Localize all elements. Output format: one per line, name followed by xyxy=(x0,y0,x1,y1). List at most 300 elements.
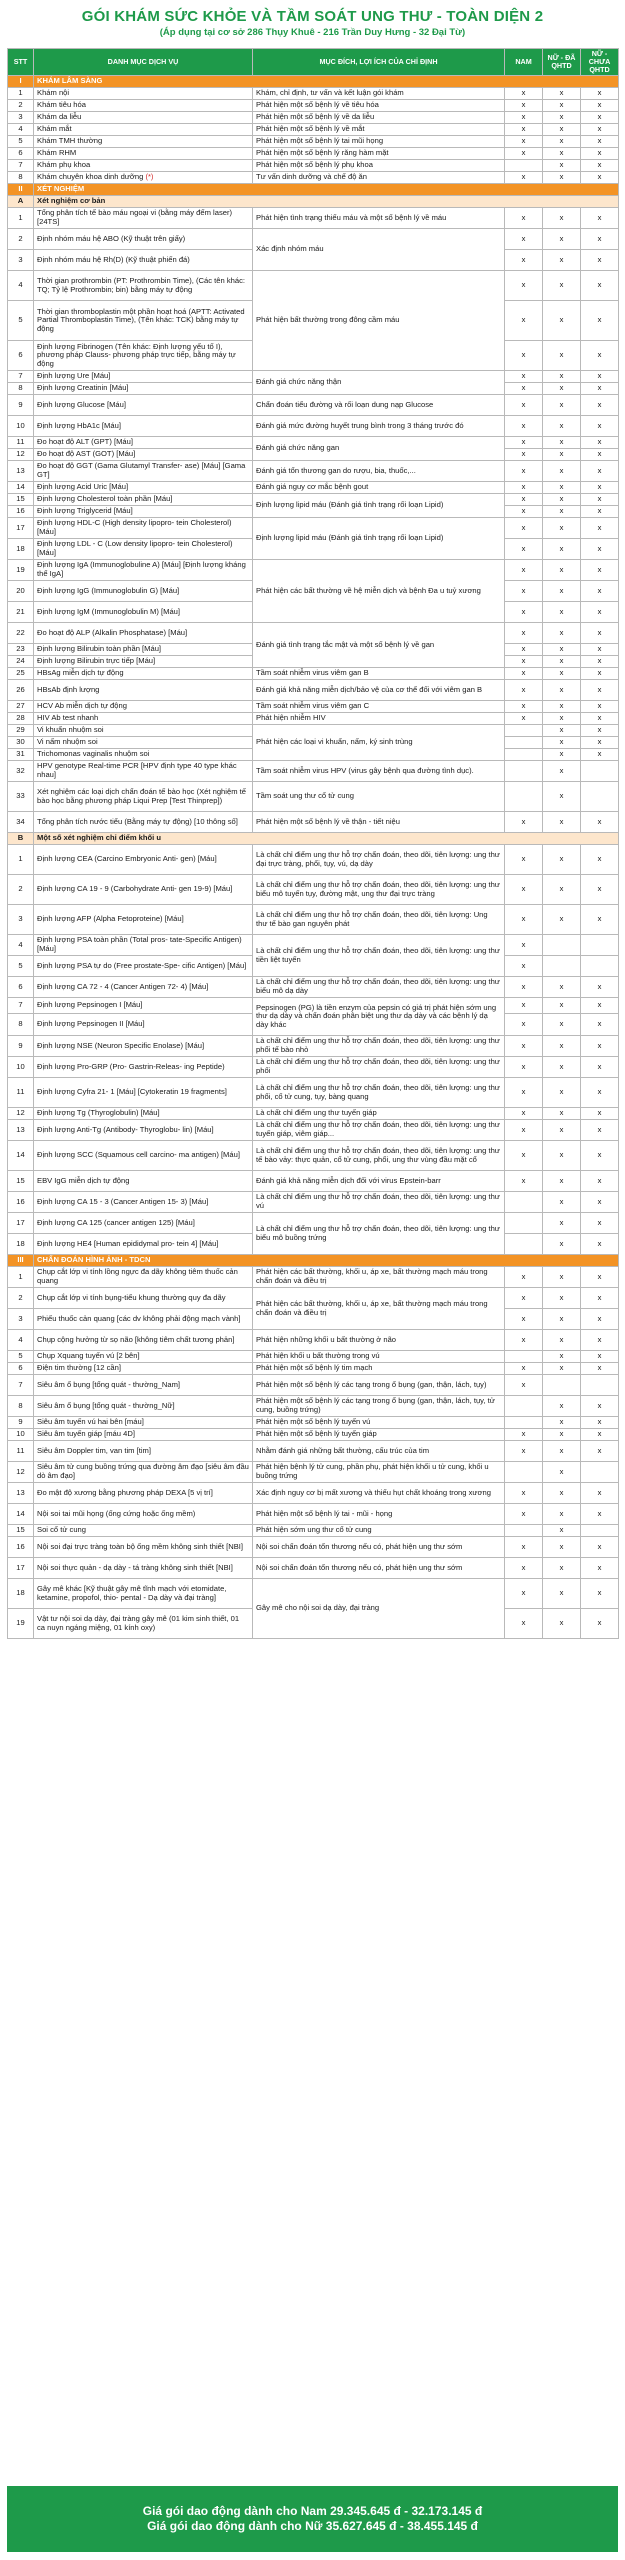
female-married-mark: x xyxy=(543,148,581,160)
female-married-mark: x xyxy=(543,1120,581,1141)
male-mark: x xyxy=(505,644,543,656)
female-single-mark: x xyxy=(581,749,619,761)
table-row xyxy=(8,1441,619,1462)
female-single-mark xyxy=(581,782,619,812)
purpose-cell: Tầm soát ung thư cổ tử cung xyxy=(253,782,505,812)
section-label: Xét nghiệm cơ bản xyxy=(34,196,619,208)
female-married-mark: x xyxy=(543,1396,581,1417)
female-married-mark: x xyxy=(543,1330,581,1351)
section-label: XÉT NGHIỆM xyxy=(34,184,619,196)
col-header-male: NAM xyxy=(505,49,543,76)
service-name: Nội soi đại trực tràng toàn bộ ống mềm không sinh thiết [NBI] xyxy=(37,1541,244,1551)
row-number: 18 xyxy=(8,1579,34,1609)
female-single-mark: x xyxy=(581,437,619,449)
row-number: 3 xyxy=(8,905,34,935)
section-label: Một số xét nghiệm chỉ điểm khối u xyxy=(34,833,619,845)
service-name: Đo hoạt độ GGT (Gama Glutamyl Transfer- ase) [Máu] [Gama GT] xyxy=(37,461,246,479)
purpose-cell: Phát hiện một số bệnh lý về tiêu hóa xyxy=(253,100,505,112)
service-name-cell xyxy=(34,1396,253,1417)
table-row xyxy=(8,1108,619,1120)
purpose-cell: Xác định nhóm máu xyxy=(253,229,505,271)
female-single-mark: x xyxy=(581,341,619,371)
service-name-cell xyxy=(34,1234,253,1255)
female-single-mark: x xyxy=(581,812,619,833)
subsection-header-row xyxy=(8,196,619,208)
purpose-cell: Tầm soát nhiễm virus HPV (virus gây bệnh qua đường tình dục). xyxy=(253,761,505,782)
table-row xyxy=(8,701,619,713)
service-name: Định nhóm máu hệ Rh(D) (Kỹ thuật phiến đá) xyxy=(37,254,190,264)
service-name-cell xyxy=(34,1483,253,1504)
section-number: III xyxy=(8,1255,34,1267)
male-mark: x xyxy=(505,1057,543,1078)
service-name: Nội soi thực quản - dạ dày - tá tràng không sinh thiết [NBI] xyxy=(37,1562,233,1572)
male-mark: x xyxy=(505,935,543,956)
table-row xyxy=(8,761,619,782)
service-name-cell xyxy=(34,602,253,623)
page-header xyxy=(0,0,625,48)
row-number: 4 xyxy=(8,935,34,956)
male-mark: x xyxy=(505,656,543,668)
female-single-mark: x xyxy=(581,383,619,395)
purpose-cell: Phát hiện một số bệnh lý răng hàm mặt xyxy=(253,148,505,160)
service-name-cell xyxy=(34,482,253,494)
row-number: 8 xyxy=(8,172,34,184)
service-name: EBV IgG miễn dịch tự động xyxy=(37,1175,130,1185)
purpose-cell: Phát hiện một số bệnh lý phụ khoa xyxy=(253,160,505,172)
service-name: Định nhóm máu hệ ABO (Kỹ thuật trên giấy) xyxy=(37,233,186,243)
female-single-mark: x xyxy=(581,623,619,644)
purpose-cell: Gây mê cho nội soi dạ dày, đại tràng xyxy=(253,1579,505,1639)
table-row xyxy=(8,1537,619,1558)
male-mark: x xyxy=(505,518,543,539)
service-name-cell xyxy=(34,581,253,602)
female-single-mark xyxy=(581,1462,619,1483)
row-number: 12 xyxy=(8,1108,34,1120)
section-number: II xyxy=(8,184,34,196)
female-single-mark: x xyxy=(581,1192,619,1213)
row-number: 7 xyxy=(8,160,34,172)
male-mark: x xyxy=(505,1288,543,1309)
female-single-mark: x xyxy=(581,539,619,560)
section-number: I xyxy=(8,76,34,88)
row-number: 14 xyxy=(8,482,34,494)
service-name: Định lượng IgA (Immunoglobuline A) [Máu] [Định lượng kháng thể IgA] xyxy=(37,560,246,578)
service-name: Định lượng HE4 [Human epididymal pro- tein 4] [Máu] xyxy=(37,1238,219,1248)
row-number: 7 xyxy=(8,1375,34,1396)
service-name-cell xyxy=(34,623,253,644)
purpose-cell: Định lượng lipid máu (Đánh giá tình trạng rối loạn Lipid) xyxy=(253,494,505,518)
row-number: 9 xyxy=(8,395,34,416)
service-name: Siêu âm tuyến giáp [máu 4D] xyxy=(37,1429,135,1439)
table-row xyxy=(8,1504,619,1525)
table-row xyxy=(8,1363,619,1375)
row-number: 5 xyxy=(8,301,34,341)
service-name-cell xyxy=(34,1462,253,1483)
row-number: 2 xyxy=(8,229,34,250)
service-name-cell xyxy=(34,1120,253,1141)
table-row xyxy=(8,160,619,172)
service-name-cell xyxy=(34,761,253,782)
male-mark: x xyxy=(505,449,543,461)
service-name-cell xyxy=(34,644,253,656)
female-single-mark: x xyxy=(581,1537,619,1558)
male-mark: x xyxy=(505,1267,543,1288)
service-name-cell xyxy=(34,998,253,1014)
table-row xyxy=(8,1267,619,1288)
row-number: 2 xyxy=(8,1288,34,1309)
service-name-cell xyxy=(34,782,253,812)
row-number: 20 xyxy=(8,581,34,602)
service-name: Điện tim thường [12 cần] xyxy=(37,1363,121,1373)
purpose-cell: Nội soi chẩn đoán tổn thương nếu có, phát hiện ung thư sớm xyxy=(253,1537,505,1558)
female-single-mark: x xyxy=(581,124,619,136)
row-number: 1 xyxy=(8,208,34,229)
purpose-cell: Đánh giá nguy cơ mắc bệnh gout xyxy=(253,482,505,494)
female-married-mark: x xyxy=(543,845,581,875)
row-number: 25 xyxy=(8,668,34,680)
female-single-mark: x xyxy=(581,1234,619,1255)
table-row xyxy=(8,1429,619,1441)
service-name: Định lượng PSA tự do (Free prostate-Spe- cific Antigen) [Máu] xyxy=(37,960,247,970)
table-row xyxy=(8,782,619,812)
female-married-mark: x xyxy=(543,713,581,725)
female-married-mark: x xyxy=(543,449,581,461)
table-header-row xyxy=(8,49,619,76)
purpose-cell: Tư vấn dinh dưỡng và chế độ ăn xyxy=(253,172,505,184)
male-mark: x xyxy=(505,494,543,506)
table-row xyxy=(8,560,619,581)
female-married-mark: x xyxy=(543,437,581,449)
service-name-cell xyxy=(34,1579,253,1609)
service-name: Định lượng HbA1c [Máu] xyxy=(37,420,121,430)
purpose-cell: Phát hiện bệnh lý tử cung, phần phụ, phát hiện khối u tử cung, khối u buồng trứng xyxy=(253,1462,505,1483)
table-row xyxy=(8,713,619,725)
service-name-cell xyxy=(34,713,253,725)
male-mark xyxy=(505,1213,543,1234)
male-mark: x xyxy=(505,812,543,833)
female-single-mark: x xyxy=(581,172,619,184)
row-number: 7 xyxy=(8,371,34,383)
table-row xyxy=(8,812,619,833)
male-mark: x xyxy=(505,845,543,875)
service-name-cell xyxy=(34,1014,253,1036)
male-mark: x xyxy=(505,395,543,416)
male-mark: x xyxy=(505,271,543,301)
row-number: 17 xyxy=(8,1213,34,1234)
table-row xyxy=(8,271,619,301)
purpose-cell: Tầm soát nhiễm virus viêm gan C xyxy=(253,701,505,713)
purpose-cell: Phát hiện một số bệnh lý tai - mũi - họng xyxy=(253,1504,505,1525)
purpose-cell: Đánh giá tình trạng tắc mật và một số bệnh lý về gan xyxy=(253,623,505,668)
male-mark: x xyxy=(505,250,543,271)
table-row xyxy=(8,395,619,416)
female-married-mark xyxy=(543,1375,581,1396)
female-married-mark: x xyxy=(543,100,581,112)
female-married-mark: x xyxy=(543,1609,581,1639)
table-row xyxy=(8,1171,619,1192)
row-number: 21 xyxy=(8,602,34,623)
female-single-mark: x xyxy=(581,1057,619,1078)
purpose-cell: Là chất chỉ điểm ung thư hỗ trợ chẩn đoán, theo dõi, tiên lượng: ung thư phổi xyxy=(253,1057,505,1078)
purpose-cell: Khám, chỉ định, tư vấn và kết luận gói khám xyxy=(253,88,505,100)
male-mark xyxy=(505,1192,543,1213)
price-footer xyxy=(7,2486,618,2552)
row-number: 6 xyxy=(8,1363,34,1375)
female-single-mark: x xyxy=(581,112,619,124)
service-name: Định lượng Pepsinogen II [Máu] xyxy=(37,1019,145,1029)
female-married-mark: x xyxy=(543,208,581,229)
service-name: Định lượng Tg (Thyroglobulin) [Máu] xyxy=(37,1108,160,1118)
male-mark: x xyxy=(505,172,543,184)
female-single-mark: x xyxy=(581,208,619,229)
service-name-cell xyxy=(34,506,253,518)
female-married-mark: x xyxy=(543,1288,581,1309)
row-number: 17 xyxy=(8,1558,34,1579)
female-married-mark: x xyxy=(543,172,581,184)
row-number: 6 xyxy=(8,341,34,371)
female-married-mark: x xyxy=(543,1441,581,1462)
service-name-cell xyxy=(34,1309,253,1330)
female-single-mark: x xyxy=(581,160,619,172)
service-name-cell xyxy=(34,1078,253,1108)
female-married-mark: x xyxy=(543,518,581,539)
female-single-mark: x xyxy=(581,1108,619,1120)
service-name-cell xyxy=(34,1171,253,1192)
male-mark: x xyxy=(505,1036,543,1057)
male-mark: x xyxy=(505,1375,543,1396)
female-married-mark: x xyxy=(543,701,581,713)
service-name-cell xyxy=(34,749,253,761)
service-name-cell xyxy=(34,1057,253,1078)
male-mark: x xyxy=(505,1078,543,1108)
subsection-header-row xyxy=(8,833,619,845)
male-mark xyxy=(505,737,543,749)
female-married-mark: x xyxy=(543,539,581,560)
female-married-mark: x xyxy=(543,602,581,623)
female-married-mark: x xyxy=(543,506,581,518)
female-married-mark: x xyxy=(543,112,581,124)
service-name: HPV genotype Real-time PCR [HPV định type 40 type khác nhau] xyxy=(37,761,237,779)
table-row xyxy=(8,935,619,956)
table-row xyxy=(8,437,619,449)
female-married-mark: x xyxy=(543,1267,581,1288)
purpose-cell: Phát hiện một số bệnh lý tim mạch xyxy=(253,1363,505,1375)
male-mark: x xyxy=(505,461,543,482)
table-row xyxy=(8,905,619,935)
female-single-mark xyxy=(581,761,619,782)
table-row xyxy=(8,668,619,680)
service-name: Định lượng CEA (Carcino Embryonic Anti- gen) [Máu] xyxy=(37,854,217,864)
male-mark: x xyxy=(505,701,543,713)
service-name: Định lượng Pro-GRP (Pro- Gastrin-Releas- ing Peptide) xyxy=(37,1061,225,1071)
female-single-mark: x xyxy=(581,713,619,725)
table-row xyxy=(8,1330,619,1351)
purpose-cell: Nội soi chẩn đoán tổn thương nếu có, phát hiện ung thư sớm xyxy=(253,1558,505,1579)
purpose-cell: Phát hiện khối u bất thường trong vú xyxy=(253,1351,505,1363)
female-married-mark: x xyxy=(543,1429,581,1441)
male-mark xyxy=(505,160,543,172)
service-name: Khám phụ khoa xyxy=(37,160,91,170)
service-name: Định lượng Glucose [Máu] xyxy=(37,399,126,409)
service-name-cell xyxy=(34,1417,253,1429)
female-single-mark: x xyxy=(581,1441,619,1462)
female-married-mark: x xyxy=(543,416,581,437)
table-row xyxy=(8,1141,619,1171)
table-row xyxy=(8,124,619,136)
female-single-mark: x xyxy=(581,250,619,271)
purpose-cell: Là chất chỉ điểm ung thư hỗ trợ chẩn đoán, theo dõi, tiên lượng: ung thư đại trực tràng, phổi, tụy, vú, dạ dày xyxy=(253,845,505,875)
male-mark: x xyxy=(505,148,543,160)
service-name: Khám tiêu hóa xyxy=(37,100,86,110)
female-single-mark: x xyxy=(581,656,619,668)
male-mark: x xyxy=(505,416,543,437)
service-name-cell xyxy=(34,301,253,341)
table-row xyxy=(8,1078,619,1108)
female-single-mark: x xyxy=(581,506,619,518)
female-married-mark: x xyxy=(543,782,581,812)
col-header-purpose: MỤC ĐÍCH, LỢI ÍCH CỦA CHỈ ĐỊNH xyxy=(253,49,505,76)
service-name: Nội soi tai mũi họng (ống cứng hoặc ống mềm) xyxy=(37,1508,196,1518)
service-name: Định lượng Bilirubin trực tiếp [Máu] xyxy=(37,656,156,666)
male-mark: x xyxy=(505,208,543,229)
female-married-mark: x xyxy=(543,749,581,761)
table-row xyxy=(8,1192,619,1213)
female-married-mark: x xyxy=(543,1351,581,1363)
female-single-mark: x xyxy=(581,1120,619,1141)
male-mark: x xyxy=(505,100,543,112)
male-mark: x xyxy=(505,136,543,148)
service-name-cell xyxy=(34,88,253,100)
female-single-mark: x xyxy=(581,1483,619,1504)
service-name-cell xyxy=(34,1537,253,1558)
service-name-cell xyxy=(34,172,253,184)
female-married-mark: x xyxy=(543,136,581,148)
female-single-mark: x xyxy=(581,449,619,461)
service-name-cell xyxy=(34,701,253,713)
female-single-mark: x xyxy=(581,1309,619,1330)
female-single-mark: x xyxy=(581,560,619,581)
female-single-mark: x xyxy=(581,1396,619,1417)
purpose-cell: Phát hiện những khối u bất thường ở não xyxy=(253,1330,505,1351)
service-name: Định lượng LDL - C (Low density lipopro- tein Cholesterol) [Máu] xyxy=(37,539,233,557)
female-single-mark xyxy=(581,956,619,977)
purpose-cell: Là chất chỉ điểm ung thư hỗ trợ chẩn đoán, theo dõi, tiên lượng: Ung thư tế bào gan nguyên phát xyxy=(253,905,505,935)
service-name-cell xyxy=(34,956,253,977)
row-number: 8 xyxy=(8,1396,34,1417)
service-name: Soi cổ tử cung xyxy=(37,1525,86,1535)
purpose-cell: Đánh giá khả năng miễn dịch đối với virus Epstein-barr xyxy=(253,1171,505,1192)
col-header-female-single: NỮ - CHƯA QHTD xyxy=(581,49,619,76)
female-married-mark: x xyxy=(543,905,581,935)
service-name: Vi nấm nhuộm soi xyxy=(37,737,98,747)
service-name: Vật tư nội soi dạ dày, đại tràng gây mê (01 kim sinh thiết, 01 ca nuyn ngáng miệng, 01 kính oxy) xyxy=(37,1613,240,1632)
male-mark: x xyxy=(505,229,543,250)
female-married-mark: x xyxy=(543,644,581,656)
male-mark: x xyxy=(505,1309,543,1330)
row-number: 9 xyxy=(8,1417,34,1429)
purpose-cell: Tầm soát nhiễm virus viêm gan B xyxy=(253,668,505,680)
purpose-cell: Phát hiện bất thường trong đông cầm máu xyxy=(253,271,505,371)
service-name: Định lượng Ure [Máu] xyxy=(37,371,111,381)
male-mark: x xyxy=(505,371,543,383)
purpose-cell: Định lượng lipid máu (Đánh giá tình trạng rối loạn Lipid) xyxy=(253,518,505,560)
service-name-cell xyxy=(34,1375,253,1396)
female-married-mark: x xyxy=(543,1234,581,1255)
service-name: Tổng phân tích tế bào máu ngoại vi (bằng máy đếm laser) [24TS] xyxy=(37,208,233,226)
service-name-cell xyxy=(34,1288,253,1309)
service-name-cell xyxy=(34,1504,253,1525)
female-single-mark: x xyxy=(581,1363,619,1375)
col-header-female-married: NỮ - ĐÃ QHTD xyxy=(543,49,581,76)
female-single-mark: x xyxy=(581,1141,619,1171)
service-name: Siêu âm tuyến vú hai bên [máu] xyxy=(37,1417,144,1427)
male-mark: x xyxy=(505,1483,543,1504)
service-name-cell xyxy=(34,1330,253,1351)
purpose-cell: Pepsinogen (PG) là tiền enzym của pepsin có giá trị phát hiện sớm ung thư dạ dày và chẩn đoán phân biệt ung thư dạ dày và các bệnh lý dạ dày khác xyxy=(253,998,505,1036)
purpose-cell: Đánh giá mức đường huyết trung bình trong 3 tháng trước đó xyxy=(253,416,505,437)
row-number: 13 xyxy=(8,461,34,482)
row-number: 10 xyxy=(8,1057,34,1078)
table-row xyxy=(8,229,619,250)
service-name: Định lượng Bilirubin toàn phần [Máu] xyxy=(37,644,162,654)
service-name-cell xyxy=(34,461,253,482)
female-single-mark: x xyxy=(581,136,619,148)
section-number: A xyxy=(8,196,34,208)
table-row xyxy=(8,1213,619,1234)
female-married-mark: x xyxy=(543,1171,581,1192)
male-mark xyxy=(505,1525,543,1537)
female-married-mark: x xyxy=(543,1213,581,1234)
service-name-cell xyxy=(34,560,253,581)
service-name: Định lượng IgM (Immunoglobulin M) [Máu] xyxy=(37,606,181,616)
female-single-mark: x xyxy=(581,737,619,749)
row-number: 32 xyxy=(8,761,34,782)
purpose-cell: Là chất chỉ điểm ung thư hỗ trợ chẩn đoán, theo dõi, tiên lượng: ung thư vú xyxy=(253,1192,505,1213)
table-row xyxy=(8,623,619,644)
table-row xyxy=(8,1462,619,1483)
female-single-mark: x xyxy=(581,229,619,250)
female-single-mark: x xyxy=(581,905,619,935)
female-married-mark: x xyxy=(543,1309,581,1330)
table-row xyxy=(8,1558,619,1579)
row-number: 4 xyxy=(8,1330,34,1351)
female-married-mark: x xyxy=(543,581,581,602)
row-number: 29 xyxy=(8,725,34,737)
female-married-mark: x xyxy=(543,875,581,905)
female-married-mark: x xyxy=(543,1014,581,1036)
service-name: Chụp cộng hưởng từ sọ não [không tiêm chất tương phản] xyxy=(37,1334,235,1344)
female-single-mark: x xyxy=(581,1330,619,1351)
female-married-mark: x xyxy=(543,1057,581,1078)
row-number: 22 xyxy=(8,623,34,644)
female-single-mark: x xyxy=(581,1171,619,1192)
row-number: 14 xyxy=(8,1504,34,1525)
service-name-cell xyxy=(34,1192,253,1213)
female-married-mark: x xyxy=(543,977,581,998)
row-number: 5 xyxy=(8,956,34,977)
male-mark: x xyxy=(505,1579,543,1609)
table-row xyxy=(8,725,619,737)
female-single-mark: x xyxy=(581,1429,619,1441)
female-married-mark: x xyxy=(543,998,581,1014)
row-number: 15 xyxy=(8,494,34,506)
female-married-mark: x xyxy=(543,680,581,701)
female-married-mark: x xyxy=(543,1036,581,1057)
row-number: 19 xyxy=(8,1609,34,1639)
female-married-mark: x xyxy=(543,812,581,833)
male-mark: x xyxy=(505,1429,543,1441)
male-mark xyxy=(505,782,543,812)
